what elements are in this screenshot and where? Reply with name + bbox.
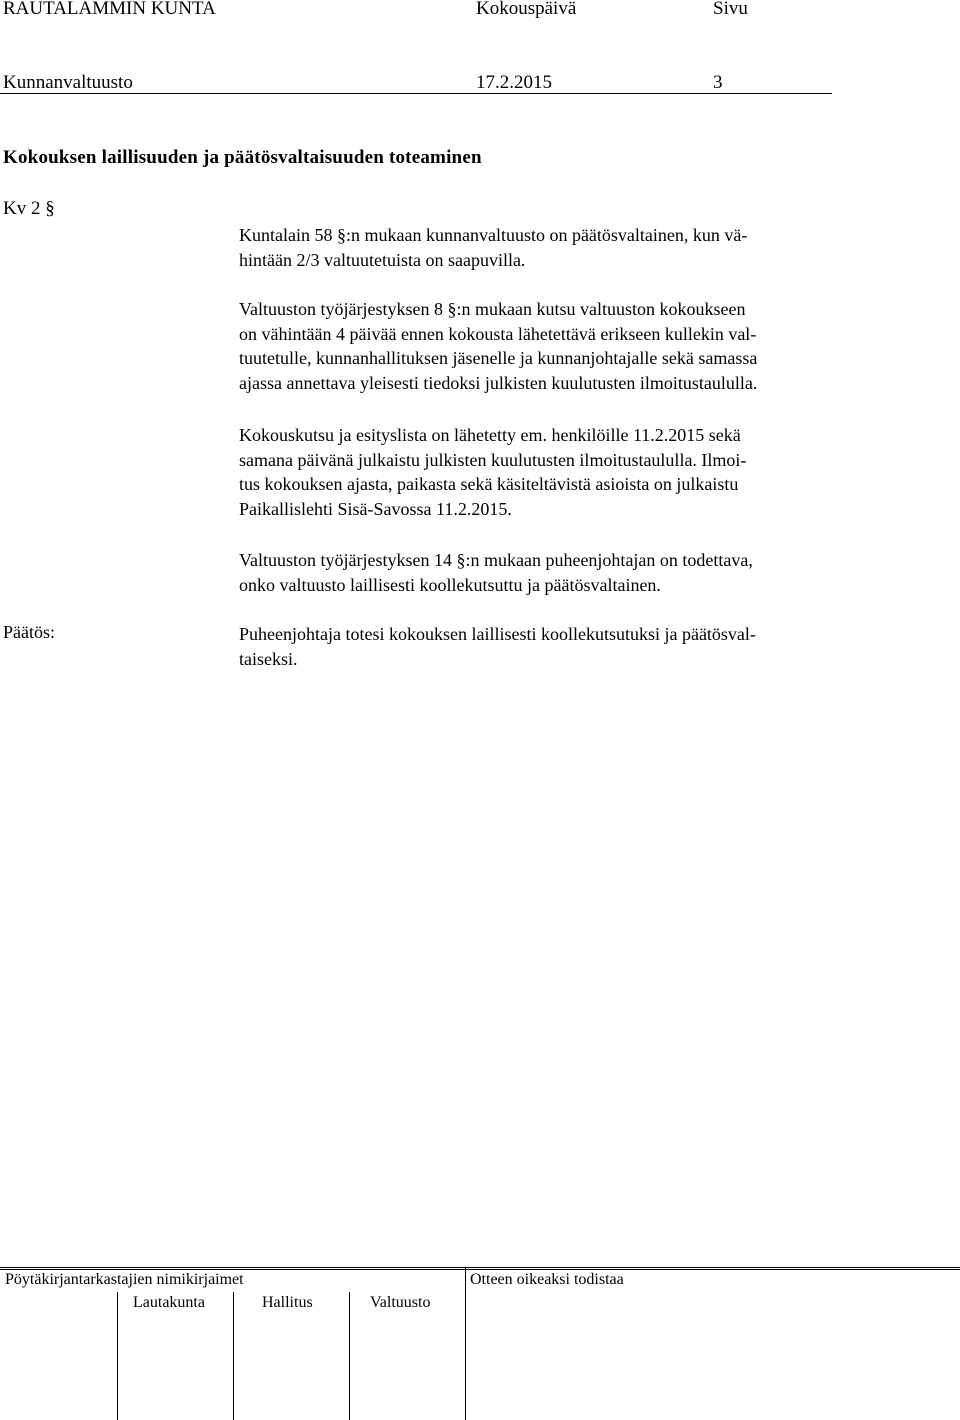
paragraph-line: taiseksi.	[239, 648, 298, 669]
meeting-date-label: Kokouspäivä	[476, 0, 577, 19]
paragraph-line: tus kokouksen ajasta, paikasta sekä käsiteltävistä asioista on julkaistu	[239, 474, 739, 494]
footer-column-board: Lautakunta	[133, 1294, 205, 1311]
paragraph-invitation-rule	[239, 297, 757, 395]
footer-col-line-1	[117, 1292, 118, 1420]
paragraph-line: on vähintään 4 päivää ennen kokousta lähetettävä erikseen kullekin val-	[239, 323, 757, 344]
footer-col-line-2	[233, 1292, 234, 1420]
paragraph-line: samana päivänä julkaistu julkisten kuulutusten ilmoitustaululla. Ilmoi-	[239, 449, 747, 470]
footer-divider	[465, 1267, 466, 1420]
paragraph-line: Kokouskutsu ja esityslista on lähetetty em. henkilöille 11.2.2015 sekä	[239, 425, 741, 445]
paragraph-line: Paikallislehti Sisä-Savossa 11.2.2015.	[239, 498, 512, 519]
page-label: Sivu	[713, 0, 748, 19]
page-number: 3	[713, 72, 723, 93]
paragraph-line: tuutetulle, kunnanhallituksen jäsenelle ja kunnanjohtajalle sekä samassa	[239, 348, 758, 368]
meeting-date: 17.2.2015	[476, 72, 552, 93]
decision-text	[239, 622, 756, 671]
signatures-label: Pöytäkirjantarkastajien nimikirjaimet	[5, 1271, 244, 1288]
footer-column-council: Valtuusto	[370, 1294, 431, 1311]
paragraph-line: ajassa annettava yleisesti tiedoksi julkisten kuulutusten ilmoitustaululla.	[239, 372, 758, 393]
paragraph-invitation-sent	[239, 423, 746, 521]
header-underline	[0, 93, 832, 94]
section-title: Kokouksen laillisuuden ja päätösvaltaisuuden toteaminen	[3, 147, 482, 168]
footer-column-government: Hallitus	[262, 1294, 313, 1311]
paragraph-line: hintään 2/3 valtuutetuista on saapuvilla.	[239, 249, 526, 270]
paragraph-line: Kuntalain 58 §:n mukaan kunnanvaltuusto on päätösvaltainen, kun vä-	[239, 225, 748, 245]
paragraph-line: onko valtuusto laillisesti koollekutsuttu ja päätösvaltainen.	[239, 574, 661, 595]
organization-name: RAUTALAMMIN KUNTA	[3, 0, 216, 19]
item-number: Kv 2 §	[3, 198, 55, 219]
paragraph-line: Valtuuston työjärjestyksen 14 §:n mukaan puheenjohtajan on todettava,	[239, 550, 753, 570]
footer-top-line-left	[0, 1267, 465, 1268]
footer-col-line-3	[349, 1292, 350, 1420]
footer-top-line-double	[0, 1269, 960, 1270]
certified-label: Otteen oikeaksi todistaa	[470, 1271, 624, 1288]
paragraph-quorum-rule	[239, 223, 747, 272]
paragraph-chair-duty	[239, 548, 753, 597]
footer-top-line-right	[465, 1267, 960, 1268]
decision-label: Päätös:	[3, 622, 55, 642]
paragraph-line: Valtuuston työjärjestyksen 8 §:n mukaan kutsu valtuuston kokoukseen	[239, 299, 746, 319]
body-name: Kunnanvaltuusto	[3, 72, 133, 93]
paragraph-line: Puheenjohtaja totesi kokouksen laillisesti koollekutsutuksi ja päätösval-	[239, 624, 756, 644]
